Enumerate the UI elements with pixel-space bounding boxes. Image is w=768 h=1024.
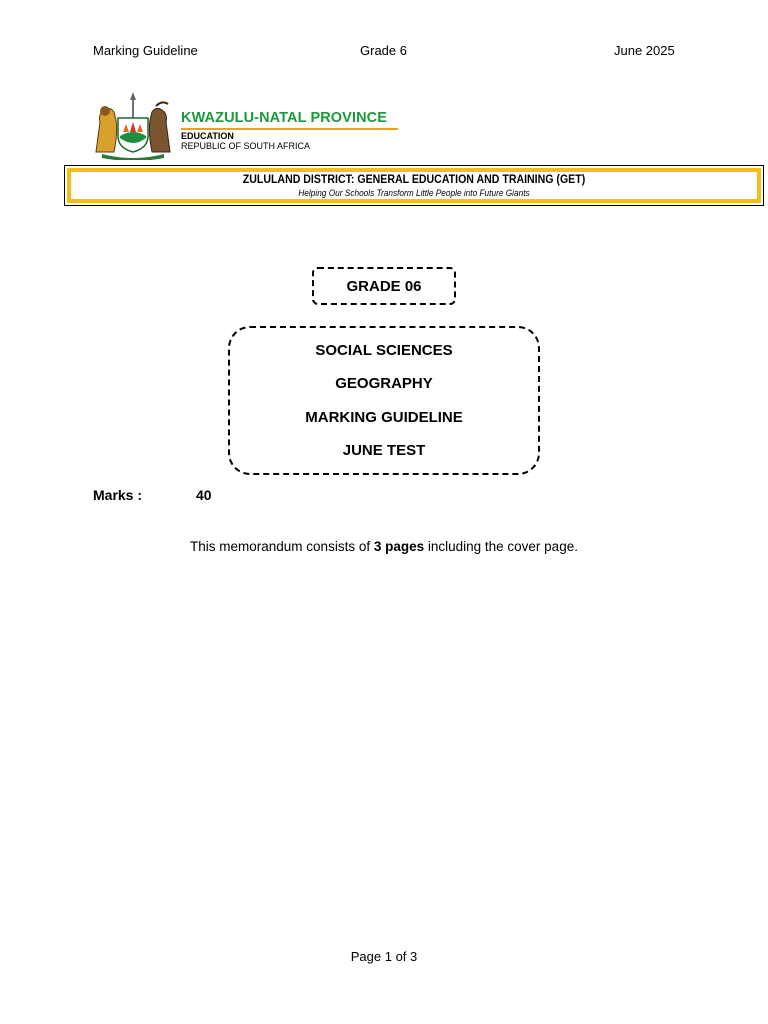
province-title: KWAZULU-NATAL PROVINCE: [181, 110, 387, 126]
header-document-type: Marking Guideline: [93, 43, 198, 58]
province-divider: [181, 128, 398, 130]
subject-box: [228, 326, 540, 475]
memo-page-count: 3 pages: [373, 539, 425, 554]
grade-label: GRADE 06: [312, 267, 456, 305]
marks-value: 40: [196, 487, 212, 503]
district-motto: Helping Our Schools Transform Little People into Future Giants: [298, 188, 530, 198]
country-name: REPUBLIC OF SOUTH AFRICA: [181, 141, 311, 151]
subject-line: JUNE TEST: [342, 442, 426, 459]
subject-line: SOCIAL SCIENCES: [315, 341, 453, 359]
district-title: ZULULAND DISTRICT: GENERAL EDUCATION AND TRAINING (GET): [242, 174, 586, 186]
marks-label: Marks :: [93, 487, 143, 503]
subject-line: MARKING GUIDELINE: [305, 408, 463, 426]
memo-text-before: This memorandum consists of: [190, 539, 374, 554]
header-date: June 2025: [614, 43, 675, 58]
page-number: Page 1 of 3: [350, 949, 418, 964]
district-banner-frame: [67, 168, 761, 203]
header-grade: Grade 6: [360, 43, 407, 58]
district-banner: [64, 165, 764, 206]
subject-line: GEOGRAPHY: [335, 375, 433, 392]
department-name: EDUCATION: [181, 131, 234, 141]
coat-of-arms-icon: [92, 92, 174, 160]
memo-statement: [0, 539, 768, 554]
memo-text-after: including the cover page.: [424, 539, 578, 554]
